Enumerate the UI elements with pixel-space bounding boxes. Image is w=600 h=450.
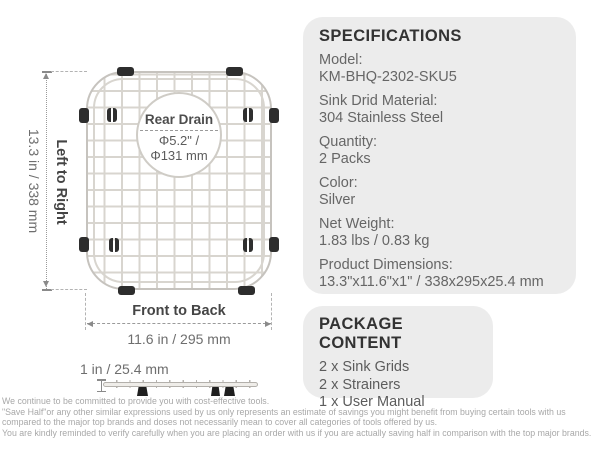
disclaimer-line: We continue to be committed to provide you with cost-effective tools. (2, 396, 270, 406)
rubber-foot (79, 108, 89, 123)
package-item: 2 x Strainers (319, 376, 401, 393)
rubber-foot (269, 108, 279, 123)
spec-value: 304 Stainless Steel (319, 109, 444, 126)
arrow-right-icon (265, 321, 271, 327)
drain-diameter-inches: Φ5.2" / (158, 133, 200, 148)
spec-item-color (319, 175, 560, 208)
rubber-foot (79, 237, 89, 252)
specifications-title: SPECIFICATIONS (319, 27, 462, 45)
extension-line (271, 293, 272, 330)
disclaimer-line: compared to the major top brands and doses not necessarily mean to cover all categories of tools offered by us. (2, 417, 438, 427)
width-label: Front to Back (132, 303, 226, 319)
extension-line (51, 289, 87, 290)
extension-line (85, 293, 86, 330)
wire-clip (243, 108, 253, 122)
disclaimer (2, 396, 599, 438)
arrow-left-icon (87, 321, 93, 327)
drain-diameter-mm: Φ131 mm (150, 147, 208, 163)
arrow-up-icon (43, 73, 49, 79)
package-item: 1 x User Manual (319, 394, 425, 410)
spec-label: Color: (319, 175, 358, 191)
rubber-foot (117, 67, 134, 76)
spec-label: Net Weight: (319, 216, 395, 232)
rear-drain-circle (136, 92, 222, 178)
wire-clip (109, 238, 119, 252)
height-label: Left to Right (53, 139, 69, 225)
thickness-line (101, 381, 103, 391)
width-value: 11.6 in / 295 mm (127, 331, 231, 347)
rubber-foot (238, 286, 255, 295)
rubber-foot (211, 387, 220, 396)
rear-drain-label: Rear Drain (144, 112, 214, 127)
wire-clip (243, 238, 253, 252)
thickness-cap (97, 391, 106, 393)
specifications-panel (303, 17, 576, 294)
dimension-line (87, 323, 271, 324)
disclaimer-line: "Save Half"or any other similar expressions used by us only represents an estimate of savings you might benefit from buying certain tools with us (2, 406, 566, 417)
spec-value: KM-BHQ-2302-SKU5 (319, 68, 457, 85)
wire-clip (107, 108, 117, 122)
spec-item-model (319, 52, 560, 85)
rubber-foot (118, 286, 135, 295)
rubber-foot (137, 387, 148, 396)
package-content-title: PACKAGE CONTENT (319, 315, 404, 352)
rubber-foot (224, 387, 235, 396)
dimension-line (46, 72, 47, 289)
spec-value: 1.83 lbs / 0.83 kg (319, 232, 430, 249)
height-value: 13.3 in / 338 mm (26, 128, 42, 234)
spec-item-material (319, 93, 560, 126)
spec-label: Product Dimensions: (319, 257, 453, 273)
spec-label: Quantity: (319, 134, 378, 150)
spec-item-weight (319, 216, 560, 249)
disclaimer-line: You are kindly reminded to verify carefully when you are placing an order with us if you are actually saving half in comparison with the top major brands. (2, 427, 592, 438)
extension-line (51, 71, 87, 72)
spec-value: Silver (319, 191, 356, 208)
package-item: 2 x Sink Grids (319, 359, 410, 375)
spec-item-dimensions (319, 257, 560, 290)
side-view-bar (103, 382, 258, 387)
arrow-down-icon (43, 281, 49, 287)
spec-item-quantity (319, 134, 560, 167)
rubber-foot (269, 237, 279, 252)
spec-value: 13.3"x11.6"x1" / 338x295x25.4 mm (319, 273, 544, 290)
spec-label: Sink Drid Material: (319, 93, 438, 109)
spec-label: Model: (319, 52, 363, 68)
package-content-panel (303, 306, 493, 410)
rubber-foot (226, 67, 243, 76)
spec-value: 2 Packs (319, 150, 371, 167)
drain-diameter-line (140, 130, 218, 131)
thickness-value: 1 in / 25.4 mm (80, 361, 169, 377)
